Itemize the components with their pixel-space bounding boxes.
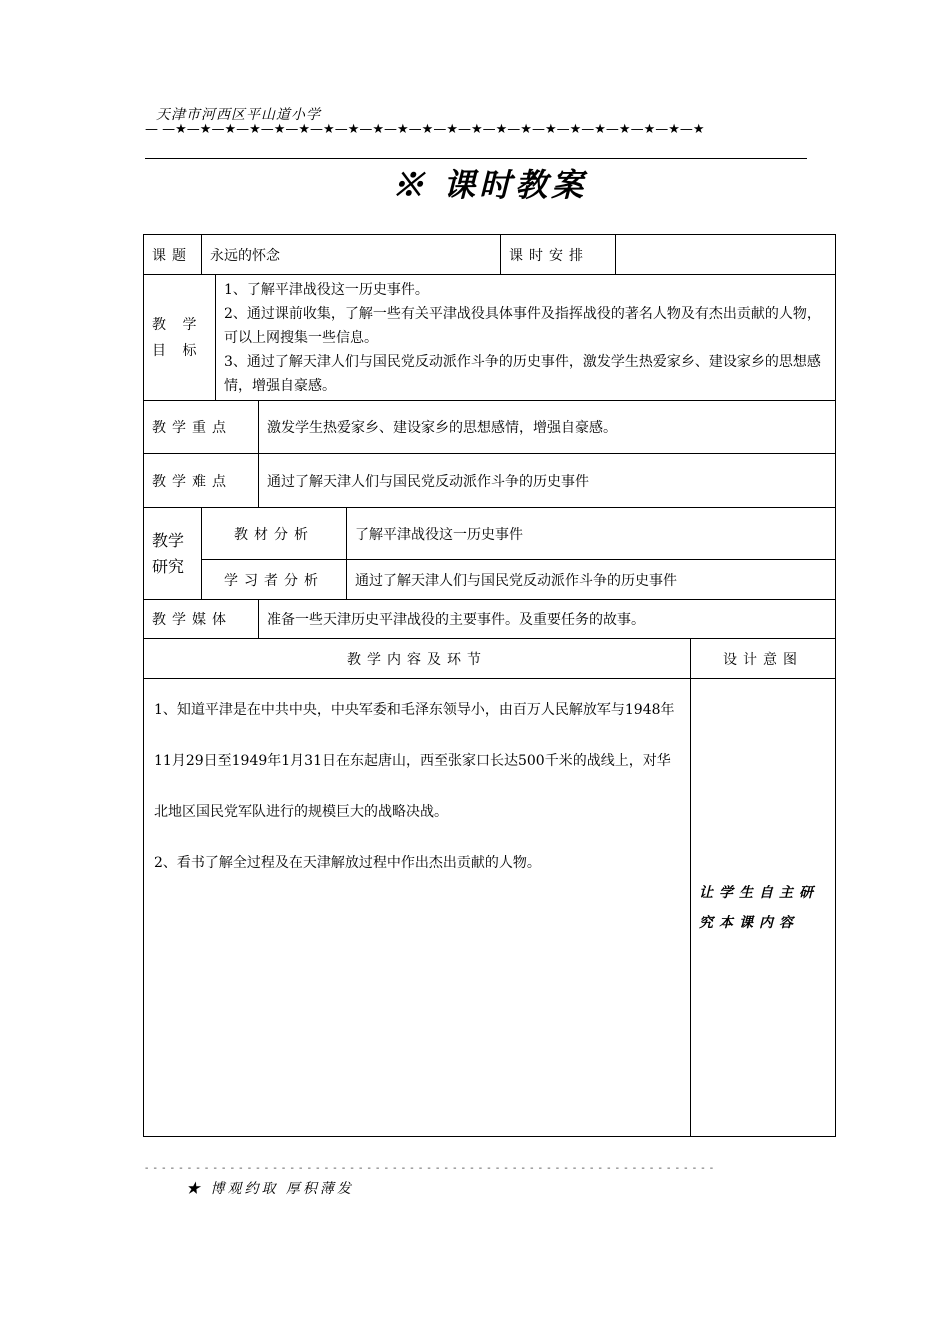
intent-header: 设计意图: [691, 639, 836, 679]
key-value: 激发学生热爱家乡、建设家乡的思想感情，增强自豪感。: [259, 401, 836, 454]
key-label: 教学重点: [144, 401, 259, 454]
learner-value: 通过了解天津人们与国民党反动派作斗争的历史事件: [347, 560, 836, 600]
research-label-line2: 研究: [152, 556, 185, 576]
goal-item: 2、通过课前收集，了解一些有关平津战役具体事件及指挥战役的著名人物及有杰出贡献的人物，可以上网搜集一些信息。: [224, 305, 821, 346]
difficulty-value: 通过了解天津人们与国民党反动派作斗争的历史事件: [259, 454, 836, 508]
difficulty-label: 教学难点: [144, 454, 259, 508]
content-row: [144, 679, 836, 1137]
lesson-plan-table: [143, 234, 836, 1137]
section-header-row: [144, 639, 836, 679]
schedule-label: 课时安排: [501, 235, 616, 275]
content-paragraph: 2、看书了解全过程及在天津解放过程中作出杰出贡献的人物。: [154, 855, 541, 871]
footer-motto: ★ 博观约取 厚积薄发: [186, 1181, 354, 1197]
topic-value: 永远的怀念: [202, 235, 501, 275]
schedule-value: [616, 235, 836, 275]
goal-item: 3、通过了解天津人们与国民党反动派作斗争的历史事件，激发学生热爱家乡、建设家乡的思想感情，增强自豪感。: [224, 353, 821, 394]
lesson-content: [144, 679, 691, 1137]
footer-divider: - - - - - - - - - - - - - - - - - - - - - - - - - - - - - - - - - - - - - - - - - - - - - - - - - - - - - - - - - - - - - - - - - - -: [145, 1163, 715, 1174]
media-row: [144, 600, 836, 639]
key-row: [144, 401, 836, 454]
school-name: 天津市河西区平山道小学: [156, 107, 321, 123]
star-divider: — —★—★—★—★—★—★—★—★—★—★—★—★—★—★—★—★—★—★—★—★—★—★: [145, 122, 705, 137]
goals-value: [216, 275, 836, 401]
goals-row: [144, 275, 836, 401]
research-label: [144, 508, 202, 600]
material-label: 教材分析: [202, 508, 347, 560]
material-row: [144, 508, 836, 560]
media-label: 教学媒体: [144, 600, 259, 639]
media-value: 准备一些天津历史平津战役的主要事件。及重要任务的故事。: [259, 600, 836, 639]
difficulty-row: [144, 454, 836, 508]
content-paragraph: 1、知道平津是在中共中央，中央军委和毛泽东领导小，由百万人民解放军与1948年11月29日至1949年1月31日在东起唐山，西至张家口长达500千米的战线上，对华北地区国民党军队进行的规模巨大的战略决战。: [154, 702, 675, 820]
design-intent: 让学生自主研究本课内容: [691, 679, 836, 1137]
content-header: 教学内容及环节: [144, 639, 691, 679]
goals-label: [144, 275, 216, 401]
goal-item: 1、了解平津战役这一历史事件。: [224, 281, 429, 298]
goals-label-line2: 目 标: [152, 342, 203, 359]
learner-label: 学习者分析: [202, 560, 347, 600]
topic-label: 课题: [144, 235, 202, 275]
goals-label-line1: 教 学: [152, 316, 203, 333]
material-value: 了解平津战役这一历史事件: [347, 508, 836, 560]
learner-row: [144, 560, 836, 600]
header-rule: [145, 158, 807, 159]
research-label-line1: 教学: [152, 530, 185, 550]
topic-row: [144, 235, 836, 275]
page-title: ※ 课时教案: [392, 166, 588, 204]
